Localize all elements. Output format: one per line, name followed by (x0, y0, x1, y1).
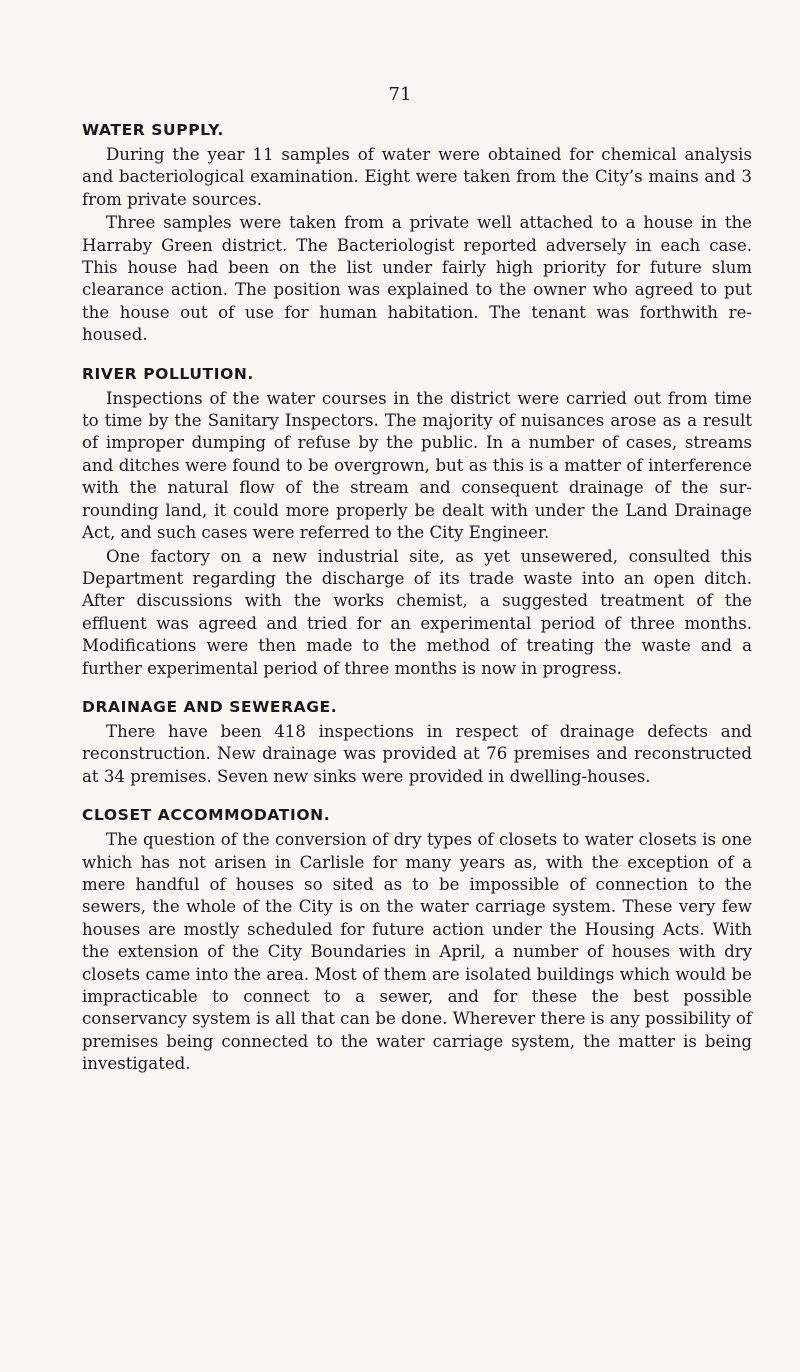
paragraph: Inspections of the water courses in the district were carried out from time to time by the Sanitary Inspectors. The majority of nuisances arose as a result of improper dumping of refuse by the public. In a number of cases, streams and ditches were found to be overgrown, but as this is a matter of interference with the natural flow of the stream and consequent drainage of the surrounding land, it could more properly be dealt with under the Land Drainage Act, and such cases were referred to the City Engineer. (82, 388, 752, 543)
section-heading: WATER SUPPLY. (82, 121, 224, 139)
paragraph: During the year 11 samples of water were obtained for chemical analysis and bacteriological examination. Eight were taken from the City’s mains and 3 from private sources. (82, 145, 752, 209)
section-heading: CLOSET ACCOMMODATION. (82, 806, 331, 825)
paragraph: There have been 418 inspections in respect of drainage defects and reconstruction. New drainage was provided at 76 premises and reconstructed at 34 premises. Seven new sinks were provided in dwelling-houses. (82, 721, 752, 786)
page-number: 71 (388, 84, 412, 105)
section-water-supply (82, 120, 752, 347)
paragraph: The question of the conversion of dry types of closets to water closets is one which has not arisen in Carlisle for many years as, with the exception of a mere handful of houses so sited as to be impossible of connection to the sewers, the whole of the City is on the water carriage system. These very few houses are mostly scheduled for future action under the Housing Acts. With the extension of the City Boundaries in April, a number of houses with dry closets came into the area. Most of them are isolated buildings which would be impracticable to connect to a sewer, and for these the best possible conservancy system is all that can be done. Wherever there is any possibility of premises being connected to the water carriage system, the matter is being investigated. (82, 830, 752, 1074)
section-drainage-and-sewerage (82, 697, 752, 788)
section-heading: DRAINAGE AND SEWERAGE. (82, 697, 338, 716)
section-river-pollution (82, 364, 752, 680)
paragraph: Three samples were taken from a private well attached to a house in the Harraby Green district. The Bacteriologist reported adversely in each case. This house had been on the list under fairly high priority for future slum clearance action. The position was explained to the owner who agreed to put the house out of use for human habitation. The tenant was forthwith re-housed. (82, 213, 752, 345)
document-body (82, 120, 752, 1093)
paragraph: One factory on a new industrial site, as yet unsewered, consulted this Department regarding the discharge of its trade waste into an open ditch. After discussions with the works chemist, a suggested treatment of the effluent was agreed and tried for an experimental period of three months. Modifications were then made to the method of treating the waste and a further experimental period of three months is now in progress. (82, 546, 752, 678)
section-heading: RIVER POLLUTION. (82, 364, 254, 383)
section-closet-accommodation (82, 805, 752, 1075)
